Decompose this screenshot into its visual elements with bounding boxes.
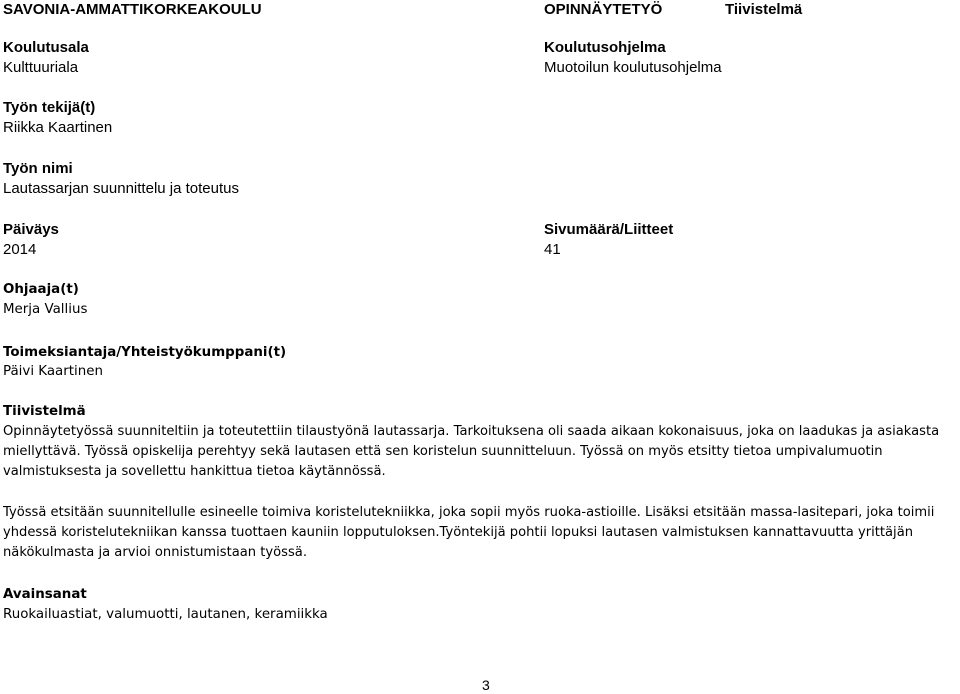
field-label-nimi: Työn nimi: [3, 160, 73, 177]
abstract-heading: Tiivistelmä: [3, 404, 86, 419]
keywords-heading: Avainsanat: [3, 587, 87, 602]
field-value-toimeksiantaja: Päivi Kaartinen: [3, 364, 103, 379]
field-value-koulutusala: Kulttuuriala: [3, 59, 79, 76]
field-label-ohjaaja: Ohjaaja(t): [3, 282, 79, 297]
abstract-paragraph-2-line: yhdessä koristelutekniikan kanssa tuottaen kauniin lopputuloksen.Työntekijä pohtii lopuksi lautasen valmistuksen kannattavuutta yrittäjän: [3, 525, 914, 540]
page-number: 3: [482, 677, 490, 693]
field-label-tekija: Työn tekijä(t): [3, 99, 96, 116]
field-value-ohjaaja: Merja Vallius: [3, 302, 88, 317]
field-value-nimi: Lautassarjan suunnittelu ja toteutus: [3, 180, 239, 197]
field-value-sivumaara: 41: [544, 241, 561, 258]
abstract-paragraph-1-line: valmistuksesta ja sovellettu hankittua tietoa käytännössä.: [3, 464, 386, 479]
field-label-koulutusohjelma: Koulutusohjelma: [544, 39, 666, 56]
field-value-paivays: 2014: [3, 241, 37, 258]
field-label-toimeksiantaja: Toimeksiantaja/Yhteistyökumppani(t): [3, 345, 287, 360]
field-value-koulutusohjelma: Muotoilun koulutusohjelma: [544, 59, 722, 76]
school-name: SAVONIA-AMMATTIKORKEAKOULU: [3, 1, 262, 18]
document-type: OPINNÄYTETYÖ: [544, 1, 663, 18]
abstract-paragraph-2-line: Työssä etsitään suunnitellulle esineelle toimiva koristelutekniikka, joka sopii myös ruoka-astioille. Lisäksi etsitään massa-lasitepari, joka toimii: [3, 505, 935, 520]
abstract-paragraph-2: [3, 503, 958, 563]
section-title: Tiivistelmä: [725, 1, 803, 18]
abstract-paragraph-2-line: näkökulmasta ja arvioi onnistumistaan työssä.: [3, 545, 307, 560]
abstract-paragraph-1-line: miellyttävä. Työssä opiskelija perehtyy sekä lautasen että sen koristelun suunnitteluun. Työssä on myös etsitty tietoa umpivalumuotin: [3, 444, 883, 459]
field-value-tekija: Riikka Kaartinen: [3, 119, 113, 136]
field-label-paivays: Päiväys: [3, 221, 59, 238]
abstract-paragraph-1: [3, 422, 958, 482]
abstract-paragraph-1-line: Opinnäytetyössä suunniteltiin ja toteutettiin tilaustyönä lautassarja. Tarkoituksena oli saada aikaan kokonaisuus, joka on laadukas ja asiakasta: [3, 424, 940, 439]
field-label-koulutusala: Koulutusala: [3, 39, 89, 56]
field-label-sivumaara: Sivumäärä/Liitteet: [544, 221, 674, 238]
keywords-value: Ruokailuastiat, valumuotti, lautanen, keramiikka: [3, 607, 328, 622]
